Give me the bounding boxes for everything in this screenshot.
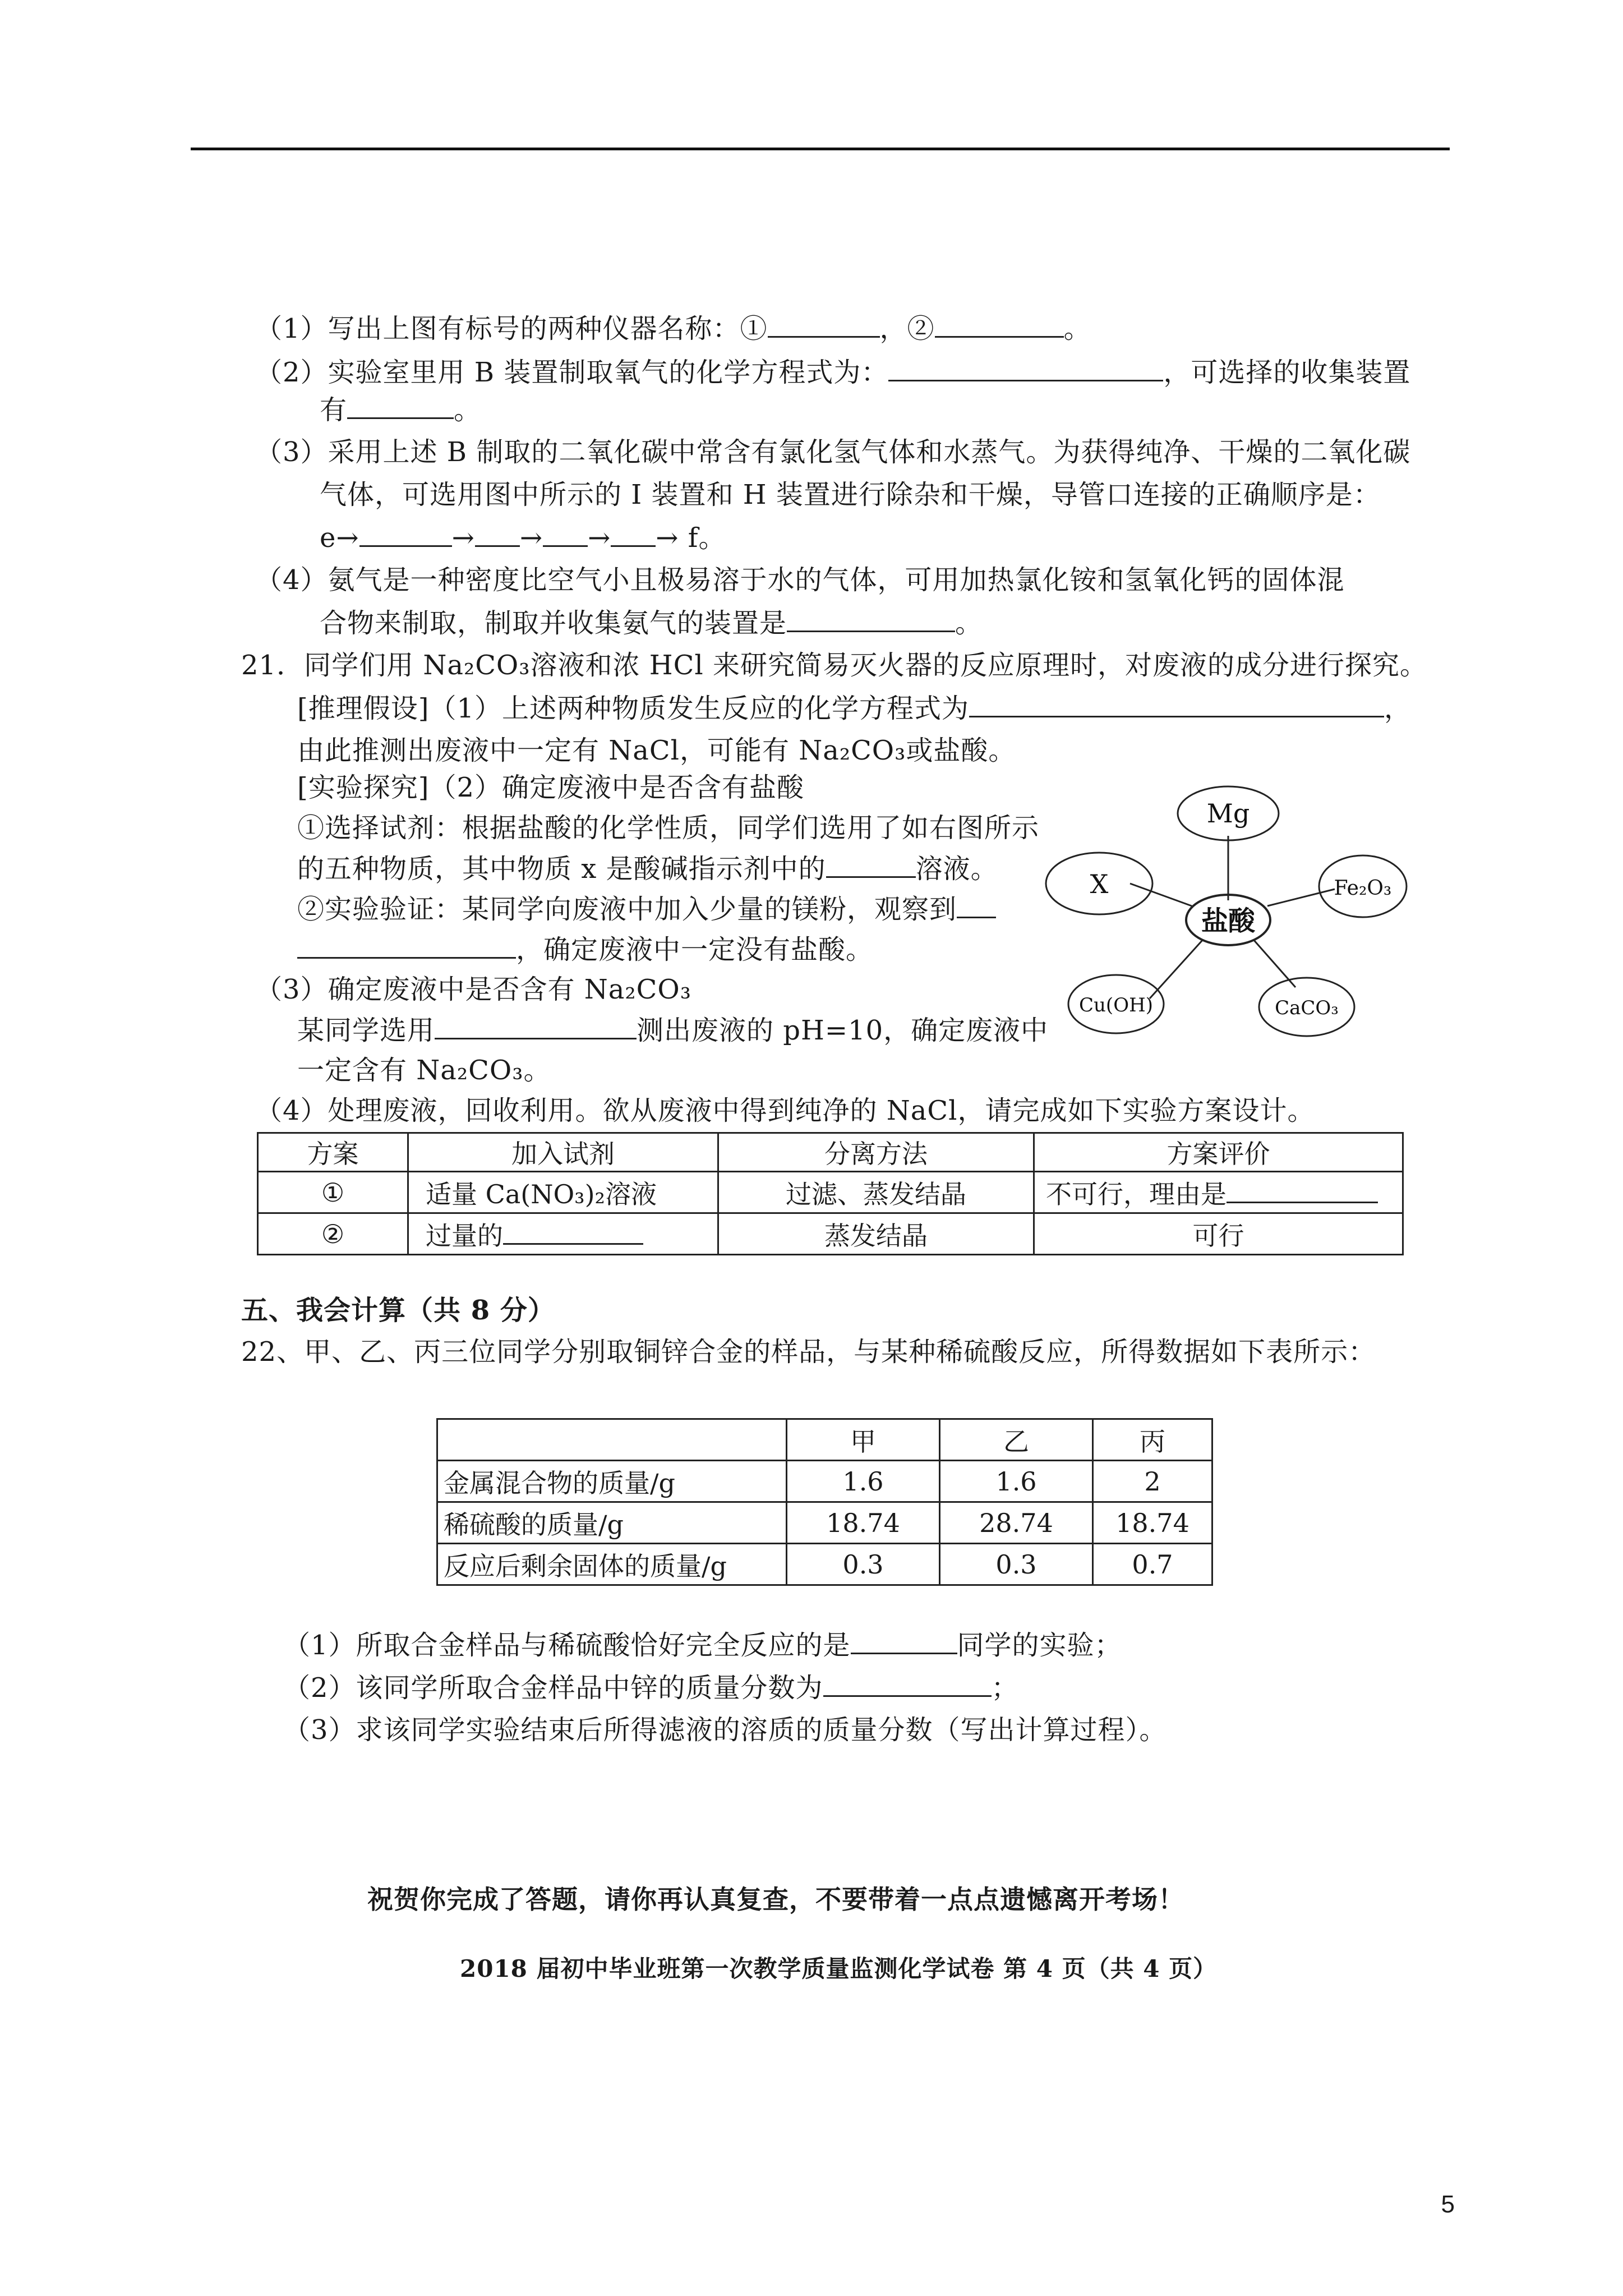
table-cell: 1.6 (940, 1461, 1093, 1502)
table-header (437, 1419, 787, 1461)
table-cell: 可行 (1034, 1213, 1403, 1255)
q22-part2: （2）该同学所取合金样品中锌的质量分数为 ； (283, 1671, 1019, 1705)
answer-blank[interactable] (503, 1223, 643, 1245)
table-cell: 0.3 (787, 1544, 940, 1585)
table-cell: 蒸发结晶 (718, 1213, 1034, 1255)
table-header: 分离方法 (718, 1133, 1034, 1172)
fe2o3-label: Fe₂O₃ (1334, 877, 1392, 900)
q21-intro: 21．同学们用 Na₂CO₃溶液和浓 HCl 来研究简易灭火器的反应原理时，对废液的成分进行探究。 (241, 650, 1427, 681)
answer-blank[interactable] (826, 852, 916, 878)
link-line (1130, 884, 1192, 906)
q21-exp-1-cont: 的五种物质，其中物质 x 是酸碱指示剂中的 溶液。 (297, 852, 998, 886)
table-cell: ② (258, 1213, 408, 1255)
answer-blank[interactable] (787, 606, 955, 632)
answer-blank[interactable] (347, 393, 454, 419)
table-cell: 18.74 (1093, 1502, 1212, 1544)
table-header: 加入试剂 (408, 1133, 718, 1172)
table-row (258, 1172, 1403, 1213)
table-header-row (258, 1133, 1403, 1172)
q20-part4: （4）氨气是一种密度比空气小且极易溶于水的气体，可用加热氯化铵和氢氧化钙的固体混 (255, 564, 1345, 596)
q22-part1: （1）所取合金样品与稀硫酸恰好完全反应的是 同学的实验； (283, 1628, 1122, 1662)
table-cell: 28.74 (940, 1502, 1093, 1544)
q22-intro: 22、甲、乙、丙三位同学分别取铜锌合金的样品，与某种稀硫酸反应，所得数据如下表所示： (241, 1336, 1376, 1368)
table-row (437, 1544, 1212, 1585)
table-cell: 1.6 (787, 1461, 940, 1502)
table-cell: 稀硫酸的质量/g (437, 1502, 787, 1544)
q21-hypothesis: [推理假设]（1）上述两种物质发生反应的化学方程式为 ， (297, 691, 1412, 725)
table-header: 乙 (940, 1419, 1093, 1461)
table-header: 甲 (787, 1419, 940, 1461)
answer-blank[interactable] (475, 521, 520, 547)
x-label: X (1090, 869, 1109, 899)
scheme-table (257, 1132, 1404, 1255)
q20-part1: （1）写出上图有标号的两种仪器名称：① ，② 。 (255, 311, 1091, 346)
section-title: 五、我会计算（共 8 分） (241, 1295, 555, 1326)
q21-exp-1: ①选择试剂：根据盐酸的化学性质，同学们选用了如右图所示 (297, 812, 1040, 844)
page-number: 5 (1441, 2191, 1455, 2218)
header-rule (191, 148, 1450, 150)
answer-blank[interactable] (935, 311, 1064, 338)
answer-blank[interactable] (359, 521, 452, 547)
answer-blank[interactable] (543, 521, 588, 547)
table-header-row (437, 1419, 1212, 1461)
caco3-label: CaCO₃ (1275, 997, 1339, 1019)
q21-part3-title: （3）确定废液中是否含有 Na₂CO₃ (255, 974, 691, 1005)
table-header: 方案 (258, 1133, 408, 1172)
table-row (437, 1502, 1212, 1544)
q21-exp-2: ②实验验证：某同学向废液中加入少量的镁粉，观察到 (297, 892, 996, 926)
table-cell: 不可行，理由是 (1034, 1172, 1403, 1213)
q20-part2: （2）实验室里用 B 装置制取氧气的化学方程式为： ，可选择的收集装置 (255, 355, 1410, 389)
table-row (437, 1461, 1212, 1502)
q20-part2-cont: 有 。 (320, 393, 481, 427)
q21-hypothesis-cont: 由此推测出废液中一定有 NaCl，可能有 Na₂CO₃或盐酸。 (297, 735, 1016, 766)
answer-blank[interactable] (297, 932, 516, 959)
q21-part4: （4）处理废液，回收利用。欲从废液中得到纯净的 NaCl，请完成如下实验方案设计。 (255, 1095, 1315, 1126)
acid-reaction-diagram (1043, 780, 1413, 1049)
table-cell: 过量的 (408, 1213, 718, 1255)
table-cell: 金属混合物的质量/g (437, 1461, 787, 1502)
q20-part4-cont: 合物来制取，制取并收集氨气的装置是 。 (320, 606, 983, 640)
table-cell: ① (258, 1172, 408, 1213)
answer-blank[interactable] (851, 1628, 957, 1654)
q20-part3-cont: 气体，可选用图中所示的 I 装置和 H 装置进行除杂和干燥，导管口连接的正确顺序是： (320, 479, 1381, 510)
answer-blank[interactable] (768, 311, 880, 338)
q20-part3: （3）采用上述 B 制取的二氧化碳中常含有氯化氢气体和水蒸气。为获得纯净、干燥的二氧化碳 (255, 436, 1411, 468)
table-cell: 适量 Ca(NO₃)₂溶液 (408, 1172, 718, 1213)
q21-part3-cont: 一定含有 Na₂CO₃。 (297, 1055, 551, 1086)
hcl-label: 盐酸 (1201, 905, 1256, 937)
exam-footer: 2018 届初中毕业班第一次教学质量监测化学试卷 第 4 页（共 4 页） (460, 1955, 1218, 1982)
q22-part3: （3）求该同学实验结束后所得滤液的溶质的质量分数（写出计算过程）。 (283, 1714, 1167, 1746)
table-cell: 0.7 (1093, 1544, 1212, 1585)
q20-part3-order: e→ → → → → f。 (320, 521, 726, 555)
answer-blank[interactable] (611, 521, 656, 547)
cuoh-label: Cu(OH) (1079, 994, 1153, 1016)
table-header: 方案评价 (1034, 1133, 1403, 1172)
table-cell: 过滤、蒸发结晶 (718, 1172, 1034, 1213)
table-cell: 0.3 (940, 1544, 1093, 1585)
answer-blank[interactable] (823, 1671, 992, 1697)
answer-blank[interactable] (888, 355, 1163, 381)
answer-blank[interactable] (435, 1013, 637, 1039)
mg-label: Mg (1206, 798, 1250, 829)
q21-part3: 某同学选用 测出废液的 pH=10，确定废液中 (297, 1013, 1048, 1047)
q21-exp-title: [实验探究]（2）确定废液中是否含有盐酸 (297, 772, 804, 803)
closing-message: 祝贺你完成了答题，请你再认真复查，不要带着一点点遗憾离开考场！ (367, 1884, 1184, 1915)
table-row (258, 1213, 1403, 1255)
answer-blank[interactable] (969, 691, 1384, 717)
answer-blank[interactable] (1227, 1181, 1378, 1203)
link-line (1267, 889, 1335, 906)
alloy-data-table (436, 1418, 1213, 1586)
table-cell: 2 (1093, 1461, 1212, 1502)
table-cell: 反应后剩余固体的质量/g (437, 1544, 787, 1585)
table-header: 丙 (1093, 1419, 1212, 1461)
table-cell: 18.74 (787, 1502, 940, 1544)
q21-exp-2-cont: ，确定废液中一定没有盐酸。 (297, 932, 873, 967)
answer-blank[interactable] (957, 892, 996, 918)
